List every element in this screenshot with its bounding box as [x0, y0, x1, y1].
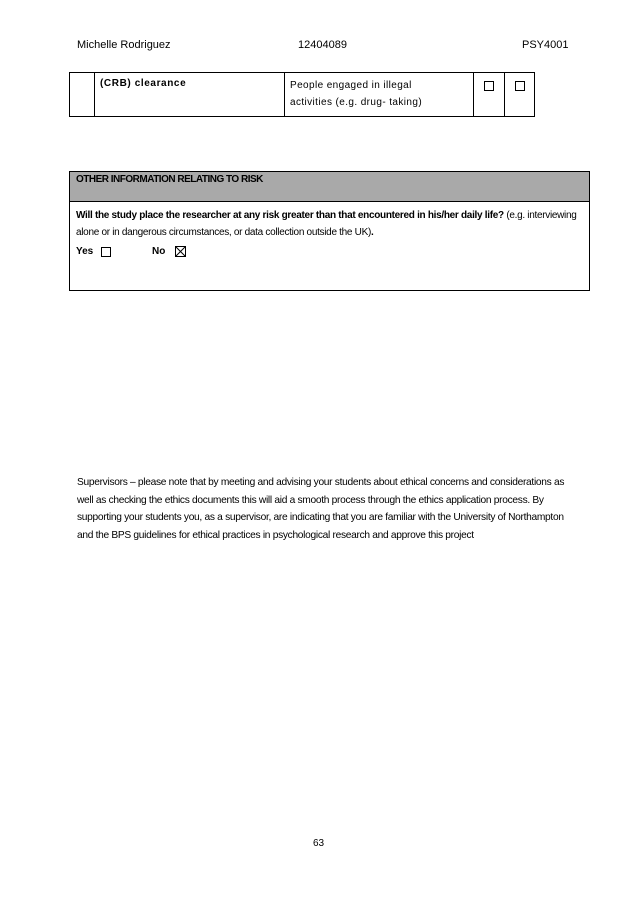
table-divider [94, 73, 95, 116]
checkbox-no[interactable] [515, 81, 525, 91]
header-course-code: PSY4001 [522, 39, 569, 51]
no-checkbox-checked[interactable] [175, 246, 186, 257]
yes-checkbox[interactable] [101, 247, 111, 257]
table-divider [284, 73, 285, 116]
no-label: No [152, 246, 166, 257]
supervisor-note: Supervisors – please note that by meeting and advising your students about ethical concerns and considerations as well as checking the ethics documents this will aid a smooth process through the ethics application process. By supporting your students you, as a supervisor, are indicating that you are familiar with the University of Northampton and the BPS guidelines for ethical practices in psychological research and approve this project [77, 477, 565, 541]
risk-section [69, 171, 590, 291]
risk-section-title: OTHER INFORMATION RELATING TO RISK [76, 174, 263, 185]
header-author-name: Michelle Rodriguez [77, 39, 171, 51]
yes-label: Yes [76, 246, 94, 257]
table-item-description: People engaged in illegal activities (e.g. drug- taking) [290, 80, 423, 108]
risk-question-detail: (e.g. interviewing alone or in dangerous circumstances, or data collection outside the UK) [76, 210, 577, 238]
table-divider [473, 73, 474, 116]
risk-table-fragment [69, 72, 535, 117]
checkbox-yes[interactable] [484, 81, 494, 91]
table-divider [504, 73, 505, 116]
risk-question-text: Will the study place the researcher at any risk greater than that encountered in his/her daily life? [76, 210, 504, 221]
risk-question-end: . [371, 227, 374, 238]
header-student-id: 12404089 [298, 39, 347, 51]
risk-section-header [70, 172, 589, 202]
table-item-crb: (CRB) clearance [100, 78, 187, 89]
risk-question [76, 207, 586, 241]
page-number: 63 [313, 838, 325, 849]
